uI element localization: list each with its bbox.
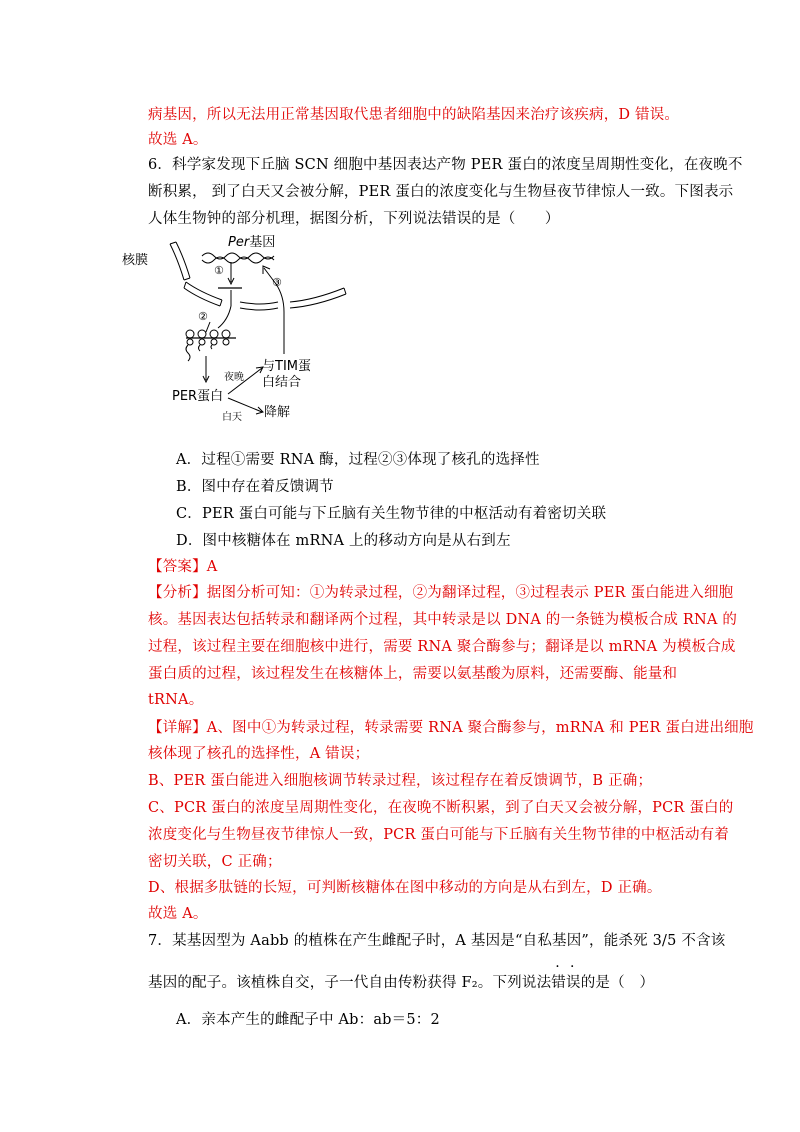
- q6-conclusion: 故选 A。: [148, 906, 208, 922]
- q6-option-a: A．过程①需要 RNA 酶，过程②③体现了核孔的选择性: [176, 452, 540, 468]
- prev-conclusion: 故选 A。: [148, 132, 208, 148]
- q6-analysis-3: 过程，该过程主要在细胞核中进行，需要 RNA 聚合酶参与；翻译是以 mRNA 为模板合成: [148, 639, 736, 655]
- q7-stem-post: 的是（ ）: [580, 975, 655, 991]
- membrane-seg2-b: [186, 282, 222, 300]
- q7-stem-line1: 7．某基因型为 Aabb 的植株在产生雌配子时，A 基因是“自私基因”，能杀死 3/5 不含该: [148, 933, 726, 949]
- q6-option-d: D．图中核糖体在 mRNA 上的移动方向是从右到左: [176, 533, 511, 549]
- q6-detail-5: 浓度变化与生物昼夜节律惊人一致，PCR 蛋白可能与下丘脑有关生物节律的中枢活动有着: [148, 827, 730, 843]
- arrow-day: [228, 398, 262, 412]
- step3-label: ③: [272, 276, 282, 289]
- q7-option-a: A．亲本产生的雌配子中 Ab：ab＝5：2: [176, 1012, 440, 1028]
- protein-label: PER蛋白: [172, 389, 224, 404]
- prev-answer-line: 病基因，所以无法用正常基因取代患者细胞中的缺陷基因来治疗该疾病，D 错误。: [148, 107, 680, 123]
- q6-detail-1: 【详解】A、图中①为转录过程，转录需要 RNA 聚合酶参与，mRNA 和 PER 蛋白进出细胞: [148, 720, 754, 736]
- membrane-seg4-b: [290, 288, 344, 302]
- membrane-seg3-a: [240, 308, 278, 310]
- membrane-label: 核膜: [122, 253, 149, 268]
- q6-detail-2: 核体现了核孔的选择性，A 错误；: [148, 746, 370, 762]
- q6-option-b: B．图中存在着反馈调节: [176, 479, 334, 495]
- ribosomes: [186, 330, 230, 361]
- membrane-seg1-b: [176, 242, 190, 278]
- q6-stem-line3: 人体生物钟的部分机理，据图分析，下列说法错误的是（ ）: [148, 211, 560, 227]
- q6-detail-3: B、PER 蛋白能进入细胞核调节转录过程，该过程存在着反馈调节，B 正确；: [148, 773, 653, 789]
- emphasis-char-1: 错: [551, 975, 566, 991]
- q6-analysis-1: 【分析】据图分析可知：①为转录过程，②为翻译过程，③过程表示 PER 蛋白能进入细胞: [148, 585, 734, 601]
- q6-detail-6: 密切关联，C 正确；: [148, 854, 282, 870]
- q7-stem-pre: 基因的配子。该植株自交，子一代自由传粉获得 F₂。下列说法: [148, 975, 552, 991]
- q6-detail-7: D、根据多肽链的长短，可判断核糖体在图中移动的方向是从右到左，D 正确。: [148, 880, 662, 896]
- q6-option-c: C．PER 蛋白可能与下丘脑有关生物节律的中枢活动有着密切关联: [176, 506, 607, 522]
- q6-analysis-5: tRNA。: [148, 692, 204, 708]
- dna-strand-bottom: [202, 257, 274, 263]
- dna-strand-top: [202, 253, 274, 259]
- gene-label: Per基因: [228, 235, 276, 250]
- q6-stem-line2: 断积累， 到了白天又会被分解，PER 蛋白的浓度变化与生物昼夜节律惊人一致。下图表示: [148, 184, 734, 200]
- q7-stem-line2: [148, 971, 654, 992]
- q6-analysis-2: 核。基因表达包括转录和翻译两个过程，其中转录是以 DNA 的一条链为模板合成 RNA 的: [148, 612, 738, 628]
- emphasis-char-2: 误: [565, 975, 581, 991]
- biological-clock-diagram: [120, 228, 360, 428]
- tim-label-1: 与TIM蛋: [262, 359, 311, 374]
- tim-label-2: 白结合: [262, 375, 302, 390]
- q6-detail-4: C、PCR 蛋白的浓度呈周期性变化，在夜晚不断积累，到了白天又会被分解，PCR 蛋白的: [148, 800, 734, 816]
- night-label: 夜晚: [224, 372, 244, 383]
- q6-answer: 【答案】A: [148, 559, 218, 575]
- membrane-seg1-a: [170, 244, 184, 280]
- q6-analysis-4: 蛋白质的过程，该过程发生在核糖体上，需要以氨基酸为原料，还需要酶、能量和: [148, 666, 678, 682]
- degrade-label: 降解: [264, 405, 291, 420]
- q6-stem-line1: 6．科学家发现下丘脑 SCN 细胞中基因表达产物 PER 蛋白的浓度呈周期性变化，在夜晚不: [148, 157, 743, 173]
- membrane-seg3-b: [240, 302, 278, 304]
- day-label: 白天: [222, 412, 242, 423]
- step2-label: ②: [198, 310, 208, 323]
- arrow-step2: [206, 322, 210, 332]
- arrow-step3: [264, 268, 284, 312]
- step1-label: ①: [214, 264, 224, 277]
